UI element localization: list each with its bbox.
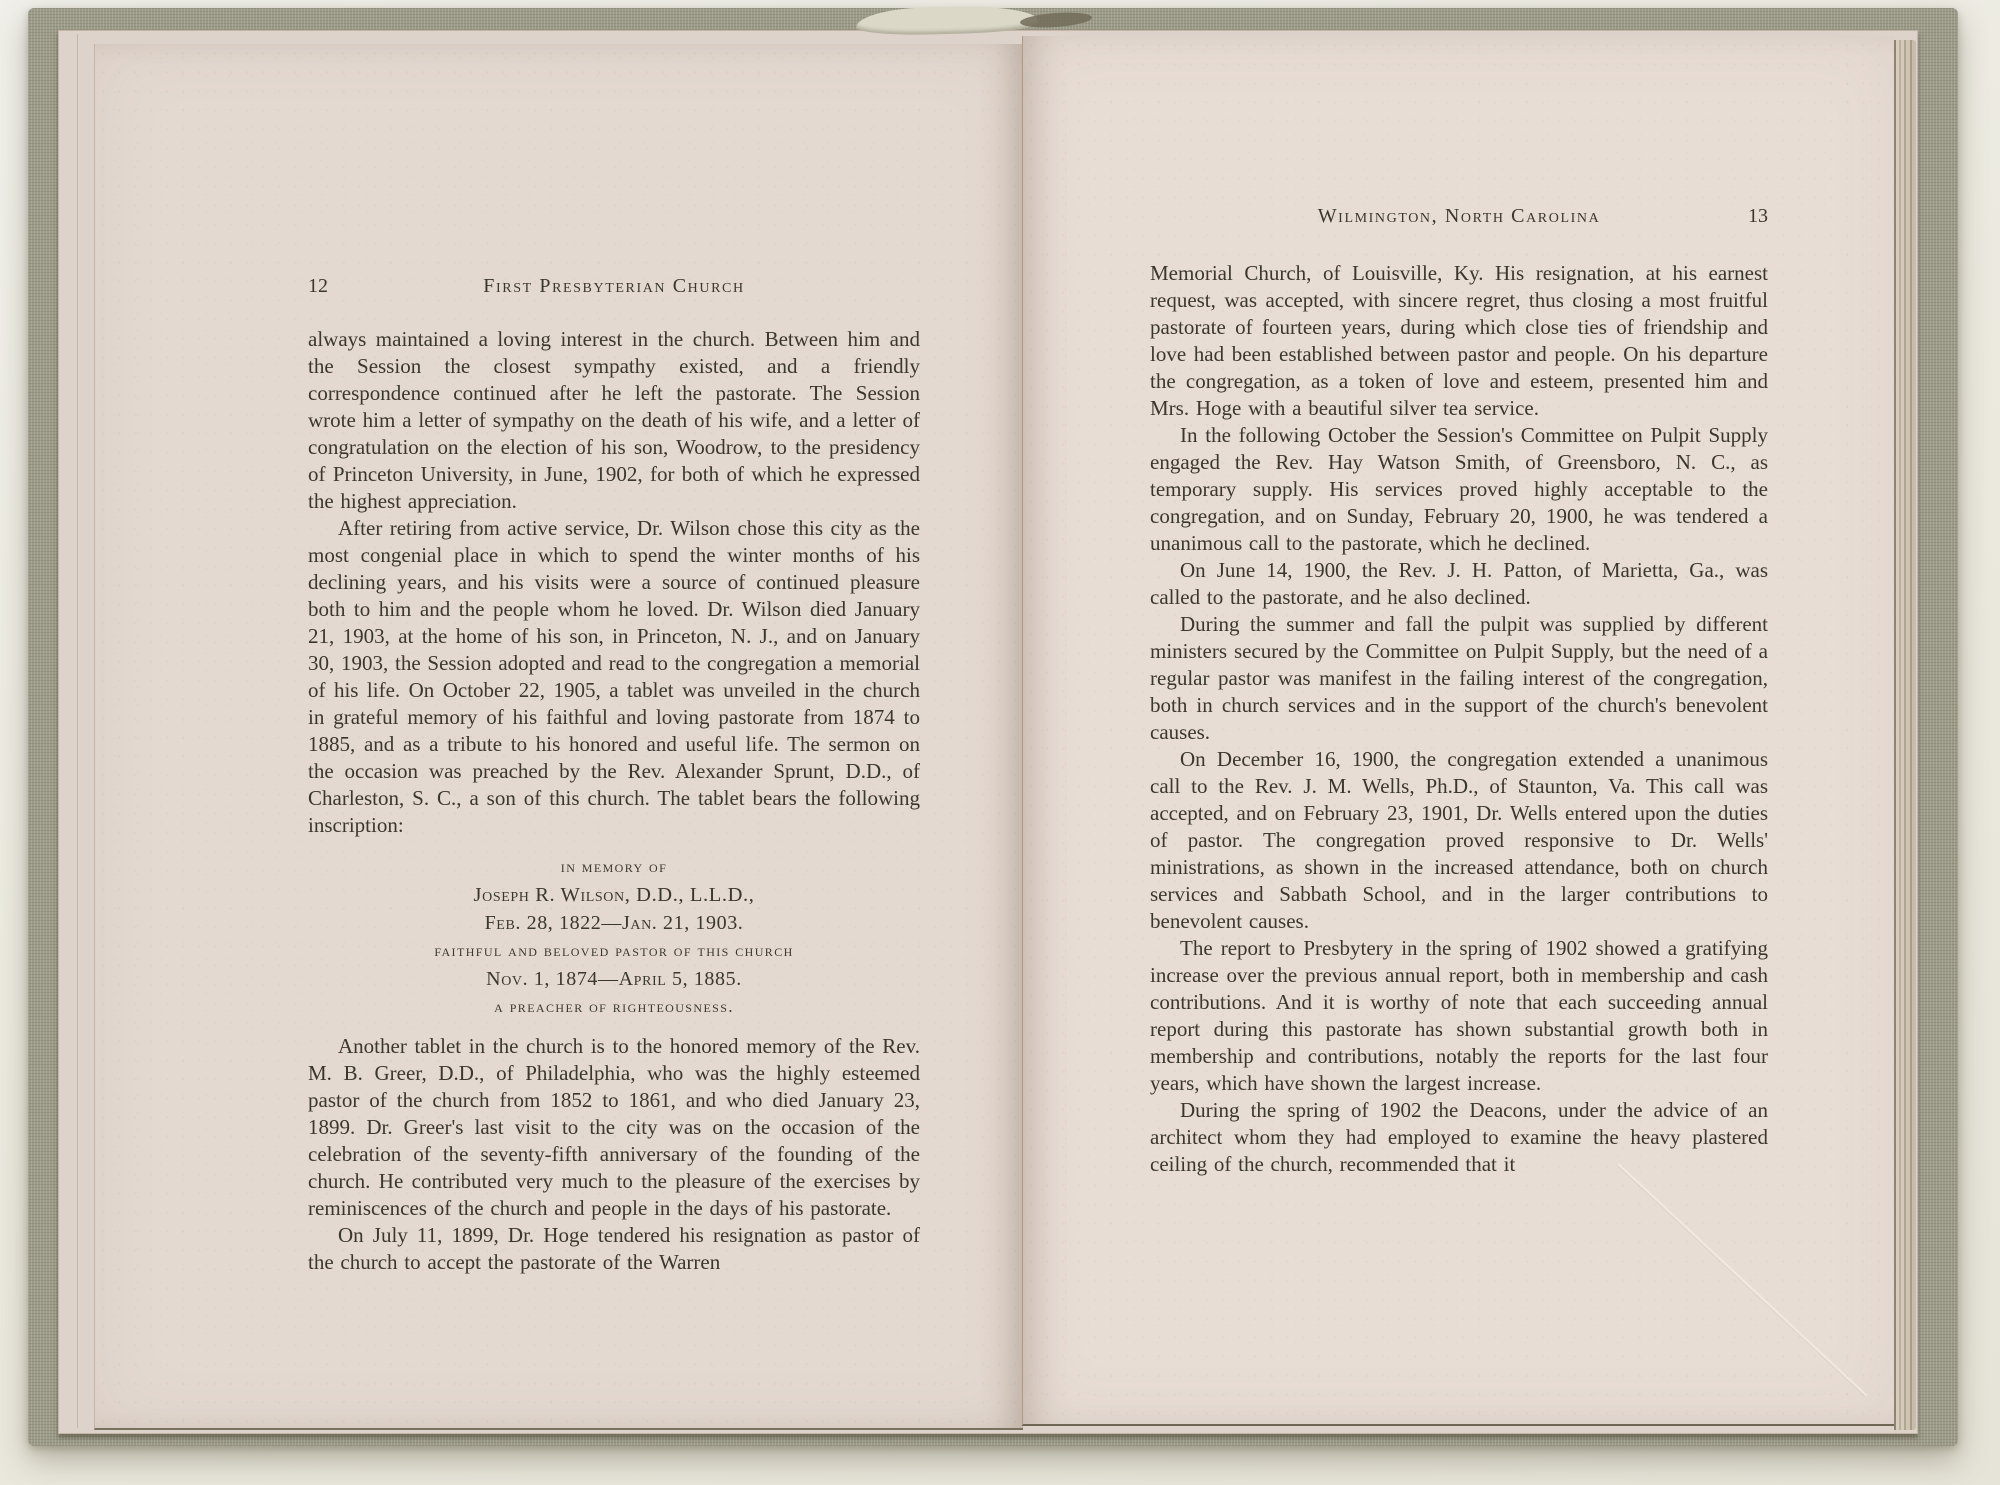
paragraph: always maintained a loving interest in the church. Between him and the Session the closest sympathy existed, and a friendly correspondence continued after he left the pastorate. The Session wrote him a letter of sympathy on the death of his wife, and a letter of congratulation on the election of his son, Woodrow, to the presidency of Princeton University, in June, 1902, for both of which he expressed the highest appreciation. — [308, 327, 920, 513]
left-body-upper — [308, 326, 920, 839]
inscription-line: in memory of — [560, 857, 668, 876]
right-running-header — [1150, 204, 1768, 228]
inscription-line: Joseph R. Wilson, D.D., L.L.D., — [473, 884, 755, 906]
inscription-line: Nov. 1, 1874—April 5, 1885. — [486, 968, 742, 990]
left-page-content — [308, 274, 920, 1276]
left-page-number: 12 — [308, 275, 328, 297]
right-header-title: Wilmington, North Carolina — [1317, 205, 1601, 227]
left-header-title: First Presbyterian Church — [483, 275, 745, 297]
left-body-lower — [308, 1033, 920, 1276]
paragraph: On July 11, 1899, Dr. Hoge tendered his resignation as pastor of the church to accept the pastorate of the Warren — [308, 1223, 920, 1274]
paragraph: On June 14, 1900, the Rev. J. H. Patton, of Marietta, Ga., was called to the pastorate, and he also declined. — [1150, 558, 1768, 609]
inscription-line: faithful and beloved pastor of this church — [434, 941, 794, 960]
paragraph: During the summer and fall the pulpit was supplied by different ministers secured by the Committee on Pulpit Supply, but the need of a regular pastor was manifest in the failing interest of the congregation, both in church services and in the support of the church's benevolent causes. — [1150, 612, 1768, 744]
paragraph: The report to Presbytery in the spring of 1902 showed a gratifying increase over the previous annual report, both in membership and cash contributions. And it is worthy of note that each succeeding annual report during this pastorate has shown substantial growth both in membership and contributions, notably the reports for the last four years, which have shown the largest increase. — [1150, 936, 1768, 1095]
right-body — [1150, 260, 1768, 1178]
fore-edge-page-stack — [1894, 40, 1916, 1430]
paragraph: In the following October the Session's Committee on Pulpit Supply engaged the Rev. Hay Watson Smith, of Greensboro, N. C., as temporary supply. His services proved highly acceptable to the congregation, and on Sunday, February 20, 1900, he was tendered a unanimous call to the pastorate, which he declined. — [1150, 423, 1768, 555]
right-page-number: 13 — [1748, 205, 1768, 227]
right-page-content — [1150, 204, 1768, 1178]
paragraph: After retiring from active service, Dr. Wilson chose this city as the most congenial place in which to spend the winter months of his declining years, and his visits were a source of continued pleasure both to him and the people whom he loved. Dr. Wilson died January 21, 1903, at the home of his son, in Princeton, N. J., and on January 30, 1903, the Session adopted and read to the congregation a memorial of his life. On October 22, 1905, a tablet was unveiled in the church in grateful memory of his faithful and loving pastorate from 1874 to 1885, and as a tribute to his honored and useful life. The sermon on the occasion was preached by the Rev. Alexander Sprunt, D.D., of Charleston, S. C., a son of this church. The tablet bears the following inscription: — [308, 516, 920, 837]
paragraph: Another tablet in the church is to the honored memory of the Rev. M. B. Greer, D.D., of Philadelphia, who was the highly esteemed pastor of the church from 1852 to 1861, and who died January 23, 1899. Dr. Greer's last visit to the city was on the occasion of the celebration of the seventy-fifth anniversary of the founding of the church. He contributed very much to the pleasure of the exercises by reminiscences of the church and people in the days of his pastorate. — [308, 1034, 920, 1220]
paragraph: During the spring of 1902 the Deacons, under the advice of an architect whom they had employed to examine the heavy plastered ceiling of the church, recommended that it — [1150, 1098, 1768, 1176]
inscription-line: a preacher of righteousness. — [494, 997, 734, 1016]
paragraph: On December 16, 1900, the congregation extended a unanimous call to the Rev. J. M. Wells, Ph.D., of Staunton, Va. This call was accepted, and on February 23, 1901, Dr. Wells entered upon the duties of pastor. The congregation proved responsive to Dr. Wells' ministrations, as shown in the increased attendance, both on church services and Sabbath School, and in the larger contributions to benevolent causes. — [1150, 747, 1768, 933]
inscription-line: Feb. 28, 1822—Jan. 21, 1903. — [484, 912, 744, 934]
left-running-header — [308, 274, 920, 298]
flyleaf-edge-line — [77, 34, 78, 1428]
memorial-inscription — [308, 853, 920, 1021]
paragraph: Memorial Church, of Louisville, Ky. His resignation, at his earnest request, was accepted, with sincere regret, thus closing a most fruitful pastorate of fourteen years, during which close ties of friendship and love had been established between pastor and people. On his departure the congregation, as a token of love and esteem, presented him and Mrs. Hoge with a beautiful silver tea service. — [1150, 261, 1768, 420]
